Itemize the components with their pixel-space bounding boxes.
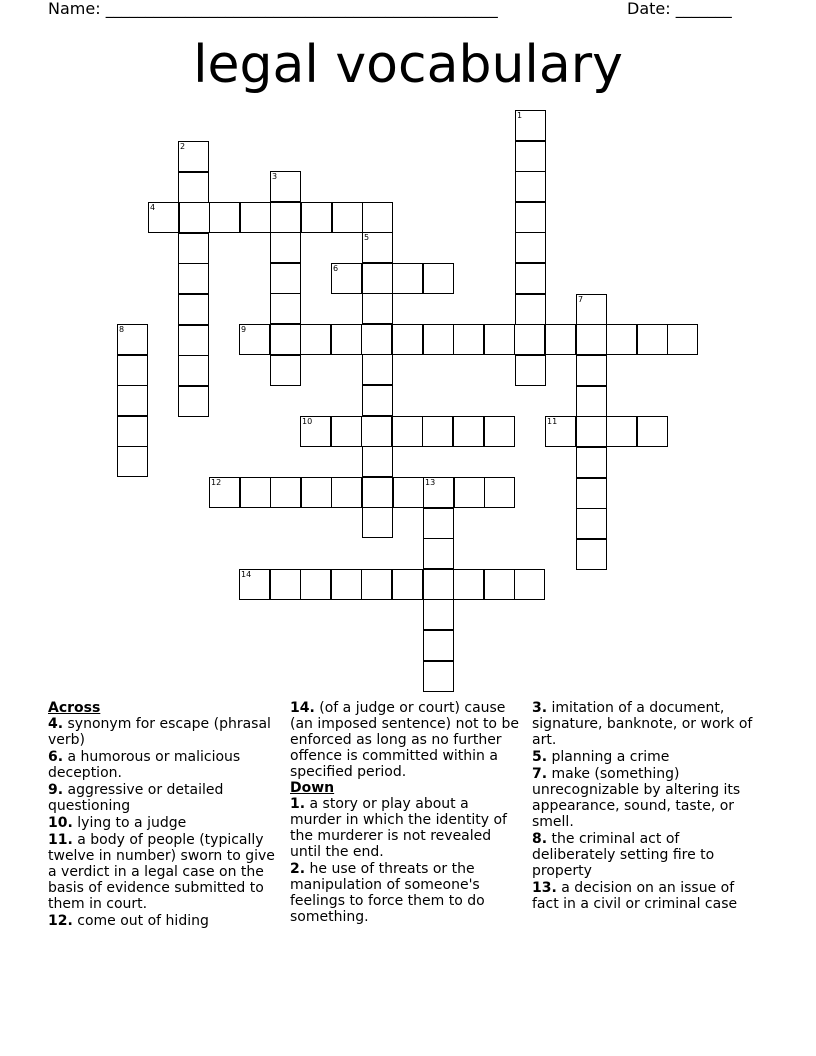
page-title: legal vocabulary [193,35,623,95]
grid-cell[interactable] [515,202,546,233]
grid-cell[interactable] [240,202,271,233]
clue-number: 14 [241,570,252,579]
grid-cell[interactable] [178,386,209,417]
grid-cell[interactable] [454,477,485,508]
grid-cell[interactable] [300,416,331,447]
name-label: Name: [48,0,101,18]
grid-cell[interactable] [393,477,424,508]
clue-number: 4 [150,203,156,212]
grid-cell[interactable] [270,202,301,233]
down-heading: Down [290,780,335,796]
grid-cell[interactable] [209,477,240,508]
grid-cell[interactable] [484,569,515,600]
grid-cell[interactable] [606,324,637,355]
grid-cell[interactable] [178,233,209,264]
grid-cell[interactable] [300,569,331,600]
grid-cell[interactable] [392,263,423,294]
clues-column-3 [532,700,764,912]
grid-cell[interactable] [484,416,515,447]
clues-column-1 [48,700,280,929]
grid-cell[interactable] [362,446,393,477]
grid-cell[interactable] [300,324,331,355]
grid-cell[interactable] [423,599,454,630]
grid-cell[interactable] [301,202,332,233]
grid-cell[interactable] [515,263,546,294]
grid-cell[interactable] [423,477,454,508]
grid-cell[interactable] [331,263,362,294]
clue-across-11: 11. a body of people (typically twelve in number) sworn to give a verdict in a legal case on the basis of evidence submitted to them in court. [48,832,275,912]
clue-number: 13 [425,478,436,487]
clue-number: 12 [211,478,222,487]
grid-cell[interactable] [484,324,515,355]
clue-across-4: 4. synonym for escape (phrasal verb) [48,716,271,748]
clue-across-10: 10. lying to a judge [48,815,187,831]
grid-cell[interactable] [117,324,148,355]
clue-number: 7 [578,295,584,304]
clue-down-8: 8. the criminal act of deliberately setting fire to property [532,831,715,879]
grid-cell[interactable] [362,202,393,233]
grid-cell[interactable] [178,263,209,294]
grid-cell[interactable] [270,569,301,600]
grid-cell[interactable] [515,355,546,386]
grid-cell[interactable] [576,294,607,325]
grid-cell[interactable] [178,325,209,356]
grid-cell[interactable] [117,355,148,386]
grid-cell[interactable] [117,385,148,416]
clue-down-3: 3. imitation of a document, signature, banknote, or work of art. [532,700,753,748]
grid-cell[interactable] [576,416,607,447]
grid-cell[interactable] [423,508,454,539]
grid-cell[interactable] [392,416,423,447]
grid-cell[interactable] [270,355,301,386]
grid-cell[interactable] [576,508,607,539]
grid-cell[interactable] [361,324,392,355]
grid-cell[interactable] [362,385,393,416]
grid-cell[interactable] [606,416,637,447]
grid-cell[interactable] [361,569,392,600]
grid-cell[interactable] [514,324,545,355]
grid-cell[interactable] [362,263,393,294]
grid-cell[interactable] [514,569,545,600]
grid-cell[interactable] [392,569,423,600]
grid-cell[interactable] [423,538,454,569]
grid-cell[interactable] [179,202,210,233]
clue-down-2: 2. he use of threats or the manipulation of someone's feelings to force them to do something. [290,861,485,925]
grid-cell[interactable] [423,324,454,355]
grid-cell[interactable] [545,416,576,447]
grid-cell[interactable] [637,416,668,447]
grid-cell[interactable] [515,171,546,202]
grid-cell[interactable] [484,477,515,508]
clue-down-13: 13. a decision on an issue of fact in a civil or criminal case [532,880,738,912]
grid-cell[interactable] [422,416,453,447]
across-heading: Across [48,700,101,716]
grid-cell[interactable] [178,172,209,203]
grid-cell[interactable] [515,294,546,325]
clue-down-5: 5. planning a crime [532,749,670,765]
grid-cell[interactable] [362,293,393,324]
grid-cell[interactable] [331,477,362,508]
grid-cell[interactable] [423,569,454,600]
clue-down-1: 1. a story or play about a murder in which the identity of the murderer is not revealed until the end. [290,796,507,860]
grid-cell[interactable] [331,324,362,355]
grid-cell[interactable] [178,141,209,172]
grid-cell[interactable] [361,416,392,447]
grid-cell[interactable] [178,294,209,325]
clue-number: 10 [302,417,313,426]
grid-cell[interactable] [362,232,393,263]
grid-cell[interactable] [362,354,393,385]
grid-cell[interactable] [331,569,362,600]
grid-cell[interactable] [515,110,546,141]
grid-cell[interactable] [270,324,301,355]
name-line[interactable]: _________________________________________________ [105,0,498,18]
grid-cell[interactable] [423,263,454,294]
date-label: Date: [627,0,671,18]
clue-number: 2 [180,142,186,151]
clue-down-7: 7. make (something) unrecognizable by altering its appearance, sound, taste, or smell. [532,766,741,830]
grid-cell[interactable] [270,263,301,294]
grid-cell[interactable] [576,355,607,386]
grid-cell[interactable] [239,324,270,355]
grid-cell[interactable] [240,477,271,508]
grid-cell[interactable] [576,324,607,355]
grid-cell[interactable] [270,232,301,263]
grid-cell[interactable] [515,141,546,172]
clue-across-14: 14. (of a judge or court) cause (an imposed sentence) not to be enforced as long as no further offence is committed within a specified period. [290,700,519,780]
grid-cell[interactable] [301,477,332,508]
grid-cell[interactable] [392,324,423,355]
clue-number: 11 [547,417,558,426]
grid-cell[interactable] [515,232,546,263]
clue-across-9: 9. aggressive or detailed questioning [48,782,224,814]
grid-cell[interactable] [331,416,362,447]
grid-cell[interactable] [362,507,393,538]
grid-cell[interactable] [453,416,484,447]
grid-cell[interactable] [576,539,607,570]
grid-cell[interactable] [545,324,576,355]
grid-cell[interactable] [239,569,270,600]
grid-cell[interactable] [270,477,301,508]
clues-column-2 [290,700,522,925]
grid-cell[interactable] [148,202,179,233]
clue-across-12: 12. come out of hiding [48,913,209,929]
grid-cell[interactable] [270,171,301,202]
grid-cell[interactable] [117,446,148,477]
clue-number: 1 [517,111,523,120]
grid-cell[interactable] [576,386,607,417]
clue-across-6: 6. a humorous or malicious deception. [48,749,241,781]
grid-cell[interactable] [576,447,607,478]
grid-cell[interactable] [637,324,668,355]
clue-number: 9 [241,325,247,334]
grid-cell[interactable] [117,416,148,447]
clue-number: 8 [119,325,125,334]
clue-number: 5 [364,233,370,242]
grid-cell[interactable] [667,324,698,355]
grid-cell[interactable] [423,661,454,692]
date-line[interactable]: _______ [675,0,732,18]
grid-cell[interactable] [362,477,393,508]
grid-cell[interactable] [423,630,454,661]
grid-cell[interactable] [332,202,363,233]
grid-cell[interactable] [178,355,209,386]
grid-cell[interactable] [576,478,607,509]
grid-cell[interactable] [453,324,484,355]
grid-cell[interactable] [209,202,240,233]
grid-cell[interactable] [270,293,301,324]
clue-number: 6 [333,264,339,273]
clue-number: 3 [272,172,278,181]
grid-cell[interactable] [453,569,484,600]
